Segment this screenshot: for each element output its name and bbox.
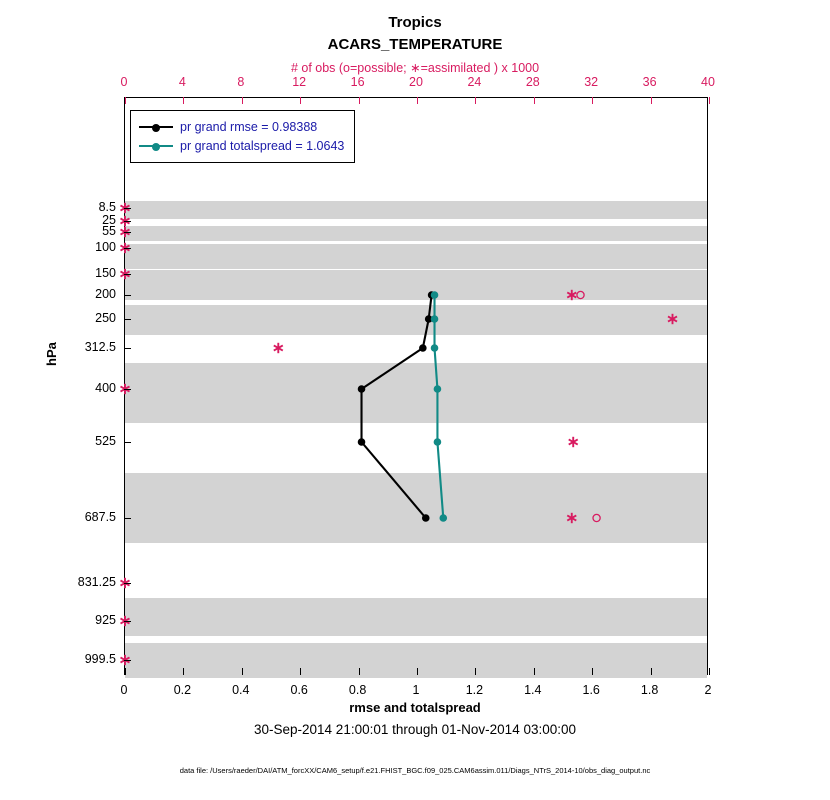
y-axis-tick [124, 319, 131, 320]
top-axis-tick [359, 97, 360, 104]
series-point-marker [419, 344, 427, 352]
y-axis-tick [124, 442, 131, 443]
chart-canvas [125, 98, 709, 676]
y-axis-tick [124, 621, 131, 622]
legend-item-totalspread [139, 136, 344, 155]
plot-area [124, 97, 708, 675]
top-axis-tick-label: 16 [350, 75, 365, 89]
top-axis-tick-label: 40 [701, 75, 715, 89]
legend-label-rmse: pr grand rmse = 0.98388 [180, 119, 318, 134]
assimilated-obs-marker [567, 513, 576, 523]
y-axis-tick [124, 660, 131, 661]
top-axis-tick [592, 97, 593, 104]
x-axis-tick-label: 0.8 [348, 683, 367, 697]
x-axis-label: rmse and totalspread [349, 700, 481, 715]
assimilated-obs-marker [569, 437, 578, 447]
top-axis-tick [651, 97, 652, 104]
y-axis-level-label: 150 [95, 266, 116, 280]
top-axis-tick [475, 97, 476, 104]
x-axis-tick [183, 668, 184, 675]
x-axis-tick-label: 1.6 [582, 683, 600, 697]
assimilated-obs-marker [274, 343, 283, 353]
x-axis-tick-label: 1.2 [465, 683, 484, 697]
series-point-marker [358, 438, 366, 446]
legend [130, 110, 355, 163]
top-axis-tick [183, 97, 184, 104]
y-axis-level-label: 55 [102, 224, 116, 238]
y-axis-tick [124, 518, 131, 519]
series-point-marker [439, 514, 447, 522]
series-point-marker [431, 291, 439, 299]
top-axis-tick-label: 28 [525, 75, 540, 89]
x-axis-tick-label: 1 [412, 683, 420, 697]
series-point-marker [431, 315, 439, 323]
x-axis-tick [300, 668, 301, 675]
top-axis-tick [300, 97, 301, 104]
x-axis-tick-label: 2 [704, 683, 712, 697]
y-axis-level-label: 400 [95, 381, 116, 395]
series-point-marker [358, 385, 366, 393]
top-axis-label: # of obs (o=possible; ∗=assimilated ) x 1000 [290, 61, 540, 75]
x-axis-tick [534, 668, 535, 675]
y-axis-level-label: 25 [102, 213, 116, 227]
top-axis-tick [534, 97, 535, 104]
top-axis-tick [709, 97, 710, 104]
y-axis-tick [124, 274, 131, 275]
y-axis-level-label: 100 [95, 240, 116, 254]
top-axis-tick-label: 4 [178, 75, 186, 89]
series-line-pr-grand-rmse [362, 295, 432, 518]
legend-item-rmse [139, 117, 344, 136]
x-axis-tick [359, 668, 360, 675]
top-axis-tick [125, 97, 126, 104]
x-axis-tick [242, 668, 243, 675]
x-axis-tick [592, 668, 593, 675]
top-axis-tick-label: 0 [120, 75, 128, 89]
top-axis-tick-label: 24 [467, 75, 482, 89]
series-point-marker [431, 344, 439, 352]
top-axis-tick-label: 36 [642, 75, 657, 89]
top-axis-tick-label: 8 [237, 75, 245, 89]
y-axis-level-label: 8.5 [98, 200, 116, 214]
assimilated-obs-marker [668, 314, 677, 324]
y-axis-tick [124, 348, 131, 349]
top-axis-tick-label: 20 [409, 75, 423, 89]
x-axis-tick-label: 1.4 [524, 683, 542, 697]
x-axis-tick [651, 668, 652, 675]
y-axis-tick [124, 221, 131, 222]
x-axis-tick [709, 668, 710, 675]
legend-label-totalspread: pr grand totalspread = 1.0643 [180, 138, 345, 153]
top-axis-tick-label: 12 [292, 75, 307, 89]
date-range: 30-Sep-2014 21:00:01 through 01-Nov-2014 03:00:00 [254, 722, 576, 737]
y-axis-level-label: 925 [95, 613, 116, 627]
y-axis-level-label: 999.5 [84, 652, 116, 666]
top-axis-tick [417, 97, 418, 104]
series-point-marker [434, 385, 442, 393]
x-axis-tick-label: 0.6 [290, 683, 308, 697]
y-axis-tick [124, 389, 131, 390]
legend-swatch-totalspread [139, 140, 173, 152]
x-axis-tick-label: 1.8 [640, 683, 659, 697]
page-title: Tropics [388, 14, 442, 31]
possible-obs-marker [593, 514, 600, 521]
x-axis-tick-label: 0 [120, 683, 128, 697]
legend-swatch-rmse [139, 121, 173, 133]
x-axis-tick [475, 668, 476, 675]
y-axis-tick [124, 583, 131, 584]
y-axis-level-label: 525 [95, 434, 116, 448]
y-axis-level-label: 312.5 [84, 340, 116, 354]
top-axis-tick [242, 97, 243, 104]
series-point-marker [422, 514, 430, 522]
x-axis-tick [125, 668, 126, 675]
assimilated-obs-marker [567, 290, 576, 300]
series-point-marker [434, 438, 442, 446]
series-line-pr-grand-totalspread [435, 295, 444, 518]
y-axis-level-label: 687.5 [84, 510, 116, 524]
top-axis-tick-label: 32 [584, 75, 599, 89]
x-axis-tick [417, 668, 418, 675]
y-axis-tick [124, 248, 131, 249]
possible-obs-marker [577, 291, 584, 298]
y-axis-tick [124, 208, 131, 209]
x-axis-tick-label: 0.4 [232, 683, 250, 697]
data-file-path: data file: /Users/raeder/DAI/ATM_forcXX/CAM6_setup/f.e21.FHIST_BGC.f09_025.CAM6assim.011/Diags_NTrS_2014-10/obs_diag_output.nc [179, 766, 651, 775]
x-axis-tick-label: 0.2 [173, 683, 192, 697]
y-axis-level-label: 831.25 [77, 575, 116, 589]
y-axis-level-label: 200 [95, 287, 116, 301]
y-axis-label: hPa [44, 342, 59, 366]
chart-subtitle: ACARS_TEMPERATURE [327, 36, 503, 53]
y-axis-tick [124, 295, 131, 296]
y-axis-level-label: 250 [95, 311, 116, 325]
y-axis-tick [124, 232, 131, 233]
